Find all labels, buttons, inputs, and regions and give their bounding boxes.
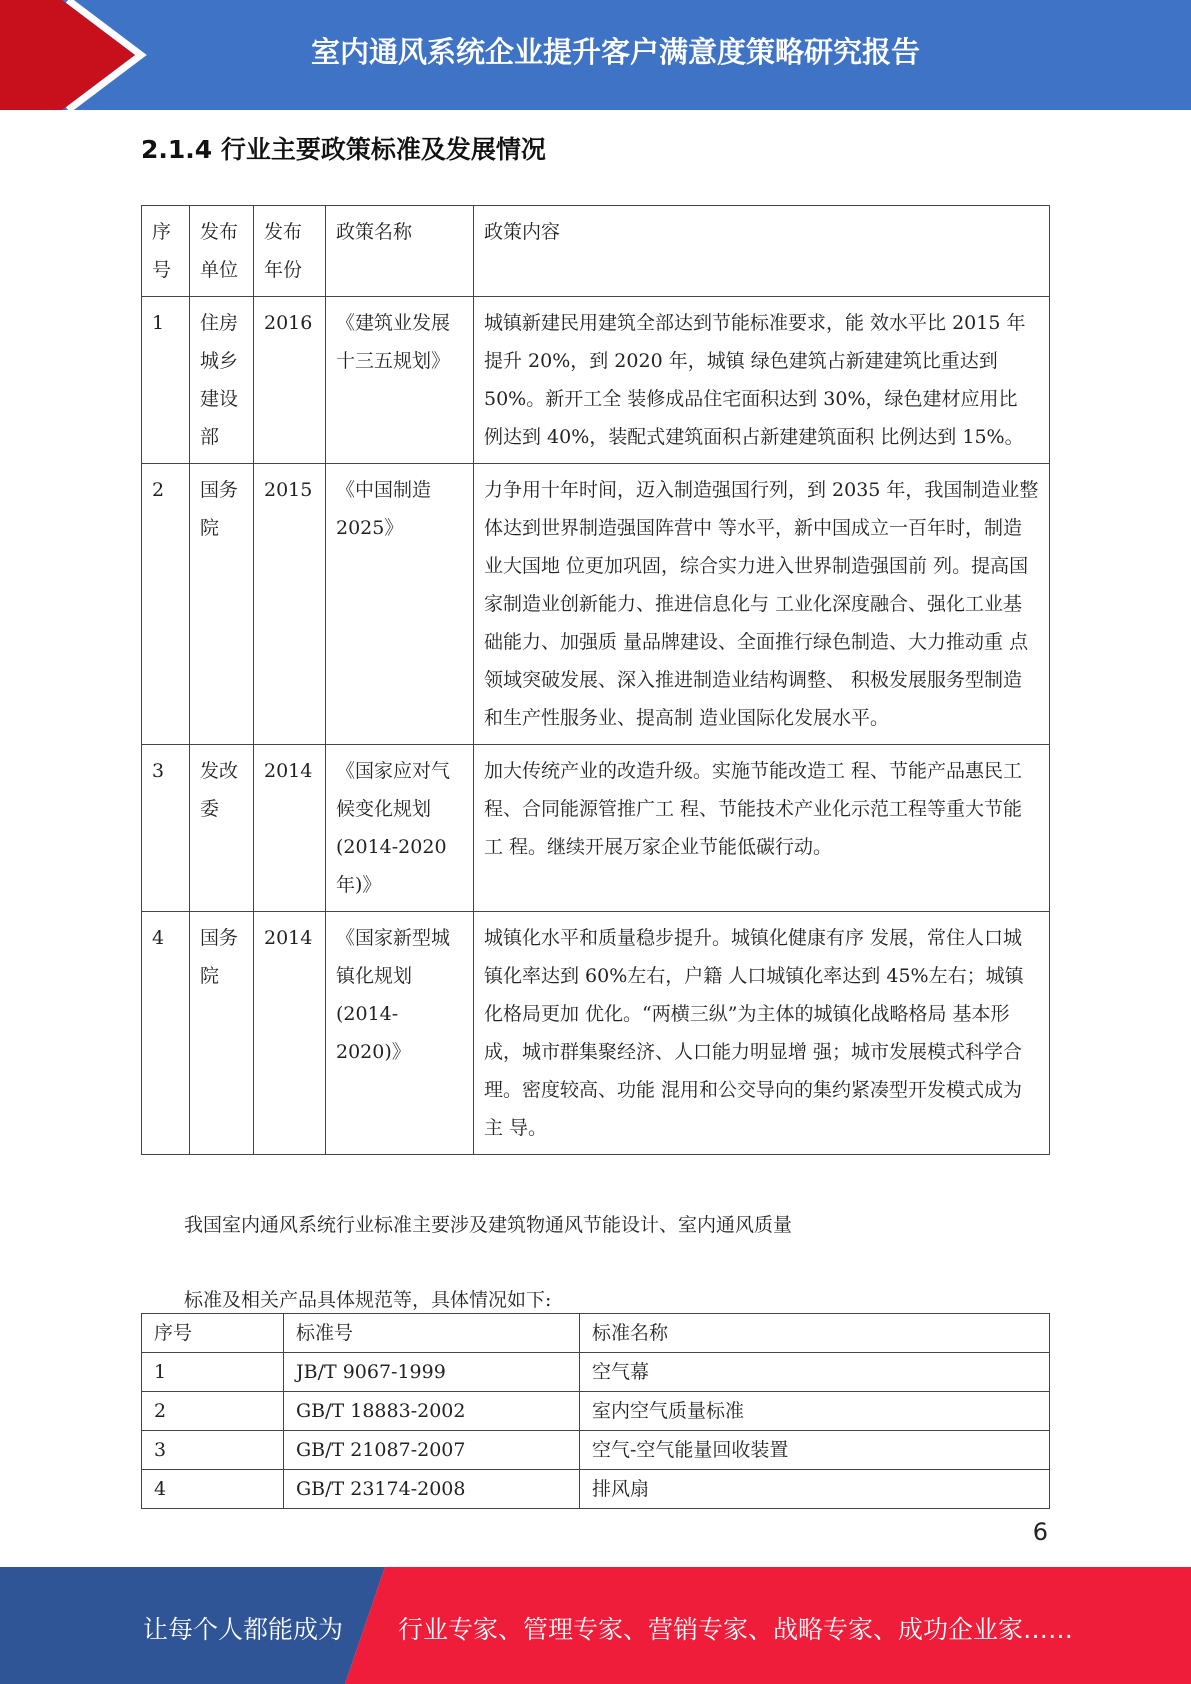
footer-slogan-right: 行业专家、管理专家、营销专家、战略专家、成功企业家……: [398, 1615, 1074, 1644]
year-cell: 2015: [254, 464, 326, 745]
issuer-cell: 国务院: [190, 912, 254, 1155]
policy-name-cell: 《国家应对气候变化规划 (2014-2020 年)》: [326, 745, 474, 912]
year-cell: 2014: [254, 912, 326, 1155]
table-row: [142, 1392, 1050, 1431]
issuer-cell: 发改委: [190, 745, 254, 912]
policy-name-cell: 《建筑业发展十三五规划》: [326, 297, 474, 464]
standard-code-cell: JB/T 9067-1999: [284, 1353, 580, 1392]
table-row: [142, 1470, 1050, 1509]
row-number: 1: [142, 297, 190, 464]
footer-slogan-left: 让每个人都能成为: [143, 1615, 344, 1644]
header-title: 室内通风系统企业提升客户满意度策略研究报告: [310, 34, 920, 69]
page-header: [0, 0, 1191, 110]
standard-code-cell: GB/T 21087-2007: [284, 1431, 580, 1470]
row-number: 2: [142, 464, 190, 745]
header-cell: 序号: [142, 206, 190, 297]
header-arrow-icon: [0, 0, 160, 110]
year-cell: 2016: [254, 297, 326, 464]
standard-name-cell: 空气幕: [580, 1353, 1050, 1392]
header-cell: 发布单位: [190, 206, 254, 297]
page-number: 6: [1032, 1518, 1048, 1546]
policy-name-cell: 《中国制造 2025》: [326, 464, 474, 745]
intro-paragraph-line-2: 标准及相关产品具体规范等，具体情况如下:: [184, 1289, 552, 1311]
year-cell: 2014: [254, 745, 326, 912]
standard-name-cell: 排风扇: [580, 1470, 1050, 1509]
policy-content-cell: 力争用十年时间，迈入制造强国行列，到 2035 年，我国制造业整体达到世界制造强国阵营中 等水平，新中国成立一百年时，制造业大国地 位更加巩固，综合实力进入世界制造强国前 列。提高国家制造业创新能力、推进信息化与 工业化深度融合、强化工业基础能力、加强质 量品牌建设、全面推行绿色制造、大力推动重 点领域突破发展、深入推进制造业结构调整、 积极发展服务型制造和生产性服务业、提高制 造业国际化发展水平。: [474, 464, 1050, 745]
table-row: [142, 745, 1050, 912]
row-number: 2: [142, 1392, 284, 1431]
header-cell: 标准号: [284, 1314, 580, 1353]
section-title: 2.1.4 行业主要政策标准及发展情况: [141, 135, 546, 164]
intro-paragraph-line-1: 我国室内通风系统行业标准主要涉及建筑物通风节能设计、室内通风质量: [184, 1214, 793, 1236]
policy-content-cell: 城镇新建民用建筑全部达到节能标准要求，能 效水平比 2015 年提升 20%，到 2020 年，城镇 绿色建筑占新建建筑比重达到 50%。新开工全 装修成品住宅面积达到 30%，绿色建材应用比 例达到 40%，装配式建筑面积占新建建筑面积 比例达到 15%。: [474, 297, 1050, 464]
standards-table: [141, 1313, 1050, 1509]
header-cell: 发布年份: [254, 206, 326, 297]
table-row: [142, 1353, 1050, 1392]
header-cell: 标准名称: [580, 1314, 1050, 1353]
row-number: 1: [142, 1353, 284, 1392]
table-header-row: [142, 206, 1050, 297]
standard-name-cell: 空气-空气能量回收装置: [580, 1431, 1050, 1470]
table-row: [142, 912, 1050, 1155]
header-cell: 政策名称: [326, 206, 474, 297]
header-cell: 政策内容: [474, 206, 1050, 297]
policy-name-cell: 《国家新型城镇化规划 (2014-2020)》: [326, 912, 474, 1155]
standard-code-cell: GB/T 18883-2002: [284, 1392, 580, 1431]
table-row: [142, 464, 1050, 745]
row-number: 4: [142, 1470, 284, 1509]
standard-name-cell: 室内空气质量标准: [580, 1392, 1050, 1431]
issuer-cell: 住房城乡建设部: [190, 297, 254, 464]
policy-table: [141, 205, 1050, 1155]
table-row: [142, 297, 1050, 464]
policy-content-cell: 加大传统产业的改造升级。实施节能改造工 程、节能产品惠民工程、合同能源管推广工 程、节能技术产业化示范工程等重大节能工 程。继续开展万家企业节能低碳行动。: [474, 745, 1050, 912]
table-row: [142, 1431, 1050, 1470]
issuer-cell: 国务院: [190, 464, 254, 745]
standard-code-cell: GB/T 23174-2008: [284, 1470, 580, 1509]
policy-content-cell: 城镇化水平和质量稳步提升。城镇化健康有序 发展，常住人口城镇化率达到 60%左右，户籍 人口城镇化率达到 45%左右；城镇化格局更加 优化。“两横三纵”为主体的城镇化战略格局 基本形成，城市群集聚经济、人口能力明显增 强；城市发展模式科学合理。密度较高、功能 混用和公交导向的集约紧凑型开发模式成为主 导。: [474, 912, 1050, 1155]
table-header-row: [142, 1314, 1050, 1353]
row-number: 3: [142, 745, 190, 912]
row-number: 3: [142, 1431, 284, 1470]
header-cell: 序号: [142, 1314, 284, 1353]
row-number: 4: [142, 912, 190, 1155]
